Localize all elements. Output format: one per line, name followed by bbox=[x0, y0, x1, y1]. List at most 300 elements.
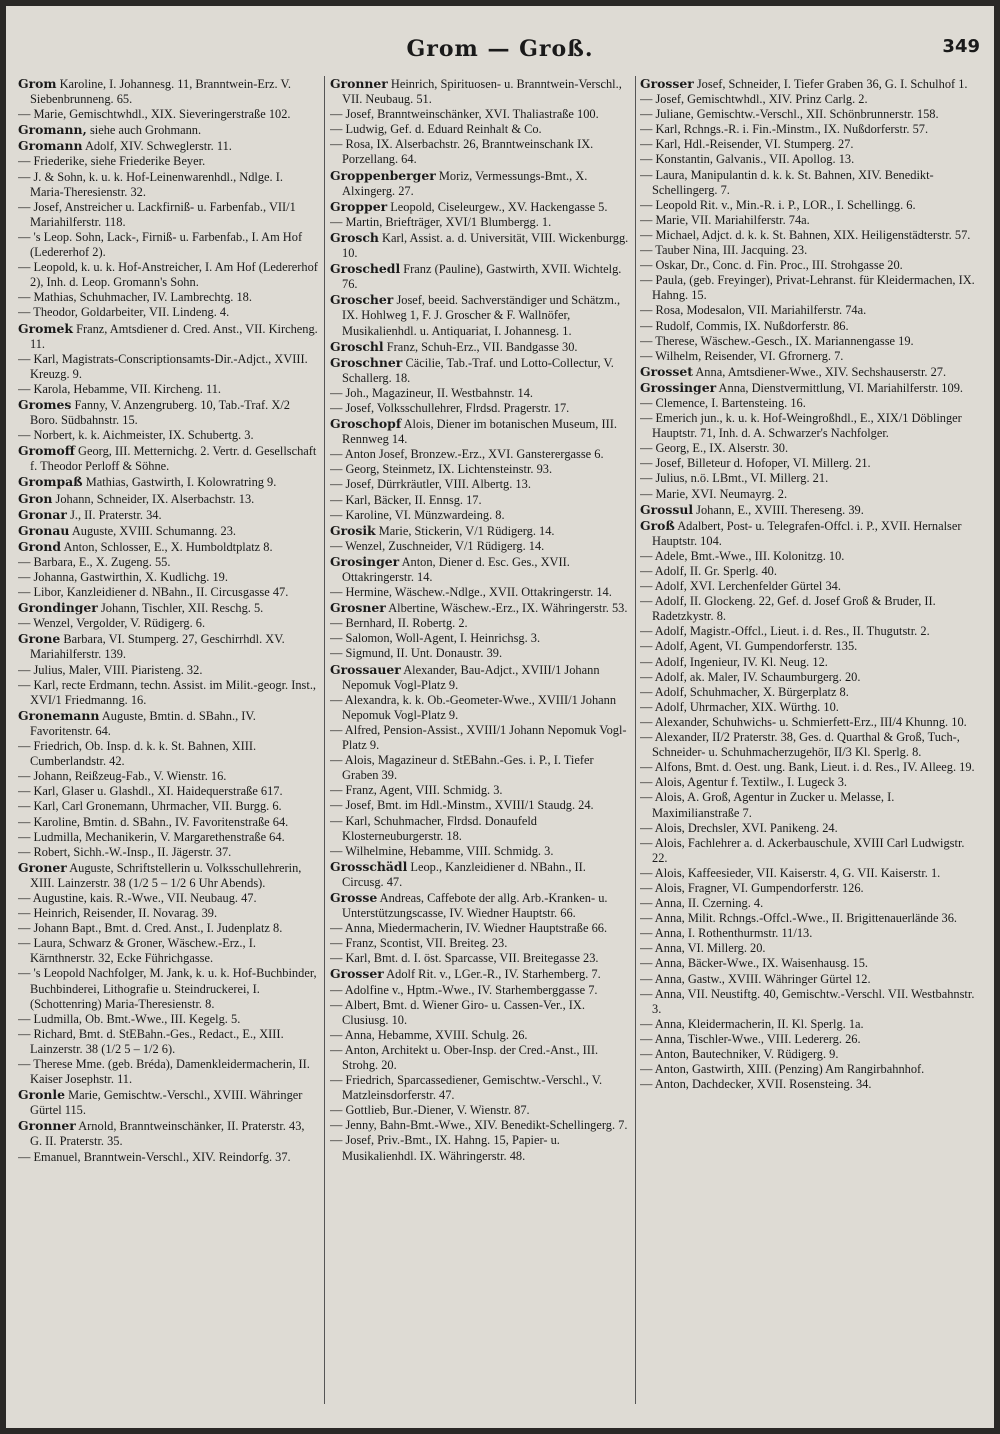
directory-entry bbox=[640, 334, 976, 349]
entry-details: — Bernhard, II. Robertg. 2. bbox=[330, 616, 468, 631]
directory-entry bbox=[18, 491, 318, 507]
entry-details: — Alexander, II/2 Praterstr. 38, Ges. d. Quarthal & Groß, Tuch-, Schneider- u. Schuhmacherzugehör, II/3 Kl. Sperlg. 8. bbox=[640, 730, 960, 760]
directory-entry bbox=[18, 600, 318, 616]
entry-details: — Laura, Manipulantin d. k. k. St. Bahnen, XIV. Benedikt-Schellingerg. 7. bbox=[640, 167, 934, 197]
entry-details: — Leopold Rit. v., Min.-R. i. P., LOR., I. Schellingg. 6. bbox=[640, 197, 916, 212]
directory-entry bbox=[640, 152, 976, 167]
entry-details: — Adolfine v., Hptm.-Wwe., IV. Starhemberggasse 7. bbox=[330, 982, 598, 997]
entry-details: Karl, Assist. a. d. Universität, VIII. Wickenburgg. 10. bbox=[342, 230, 629, 261]
entry-details: — Libor, Kanzleidiener d. NBahn., II. Circusgasse 47. bbox=[18, 585, 289, 600]
directory-entry bbox=[640, 319, 976, 334]
directory-entry bbox=[18, 122, 318, 138]
directory-entry bbox=[18, 860, 318, 891]
entry-details: — Friedrich, Ob. Insp. d. k. k. St. Bahnen, XIII. Cumberlandstr. 42. bbox=[18, 739, 257, 769]
directory-entry bbox=[640, 471, 976, 486]
entry-details: Moriz, Vermessungs-Bmt., X. Alxingerg. 27. bbox=[342, 168, 588, 198]
directory-entry bbox=[330, 859, 630, 890]
directory-entry bbox=[18, 585, 318, 600]
entry-details: — Alfred, Pension-Assist., XVIII/1 Johann Nepomuk Vogl-Platz 9. bbox=[330, 722, 627, 753]
directory-column-2 bbox=[330, 76, 630, 1406]
entry-details: — Anna, I. Rothenthurmstr. 11/13. bbox=[640, 926, 813, 941]
directory-entry bbox=[330, 1043, 630, 1073]
entry-details: — Adolf, Agent, VI. Gumpendorferstr. 135. bbox=[640, 639, 858, 654]
entry-details: — Anna, Tischler-Wwe., VIII. Ledererg. 26. bbox=[640, 1031, 861, 1046]
entry-surname: Grosser bbox=[640, 76, 694, 91]
entry-details: Leopold, Ciseleurgew., XV. Hackengasse 5. bbox=[390, 199, 608, 214]
entry-surname: Groß bbox=[640, 517, 675, 533]
directory-entry bbox=[640, 821, 976, 836]
entry-surname: Groschopf bbox=[330, 416, 402, 432]
entry-details: — Karola, Hebamme, VII. Kircheng. 11. bbox=[18, 381, 222, 396]
directory-entry bbox=[640, 624, 976, 639]
directory-entry bbox=[640, 564, 976, 579]
entry-surname: Groner bbox=[18, 859, 67, 875]
directory-entry bbox=[330, 76, 630, 107]
entry-surname: Grosch bbox=[330, 229, 379, 245]
entry-details: — Friederike, siehe Friederike Beyer. bbox=[18, 154, 206, 169]
directory-entry bbox=[330, 523, 630, 539]
page-number: 349 bbox=[942, 36, 980, 57]
entry-surname: Groschl bbox=[330, 338, 384, 354]
directory-entry bbox=[18, 443, 318, 474]
entry-details: — Alexandra, k. k. Ob.-Geometer-Wwe., XVIII/1 Johann Nepomuk Vogl-Platz 9. bbox=[330, 692, 617, 722]
entry-details: — Wenzel, Zuschneider, V/1 Rüdigerg. 14. bbox=[330, 538, 545, 553]
entry-details: — Adolf, ak. Maler, IV. Schaumburgerg. 20. bbox=[640, 669, 861, 684]
directory-entry bbox=[18, 906, 318, 921]
entry-details: — Alois, Kaffeesieder, VII. Kaiserstr. 4, G. VII. Kaiserstr. 1. bbox=[640, 865, 941, 880]
directory-entry bbox=[330, 921, 630, 936]
directory-entry bbox=[330, 844, 630, 859]
directory-entry bbox=[640, 926, 976, 941]
entry-details: Leop., Kanzleidiener d. NBahn., II. Circusg. 47. bbox=[342, 859, 586, 889]
directory-entry bbox=[330, 662, 630, 693]
directory-entry bbox=[330, 723, 630, 753]
entry-details: — Karoline, Bmtin. d. SBahn., IV. Favoritenstraße 64. bbox=[18, 814, 289, 829]
directory-entry bbox=[18, 631, 318, 662]
entry-details: — Therese Mme. (geb. Bréda), Damenkleidermacherin, II. Kaiser Josephstr. 11. bbox=[18, 1057, 310, 1087]
entry-surname: Grossul bbox=[640, 501, 694, 517]
directory-entry bbox=[330, 798, 630, 813]
directory-entry bbox=[640, 730, 976, 760]
entry-details: — Georg, E., IX. Alserstr. 30. bbox=[640, 441, 789, 456]
entry-details: — Juliane, Gemischtw.-Verschl., XII. Schönbrunnerstr. 158. bbox=[640, 107, 939, 122]
entry-surname: Grosser bbox=[330, 966, 384, 982]
directory-entry bbox=[330, 966, 630, 982]
entry-details: — Joh., Magazineur, II. Westbahnstr. 14. bbox=[330, 385, 534, 400]
entry-details: — Sigmund, II. Unt. Donaustr. 39. bbox=[330, 646, 503, 661]
entry-details: — Johann, Reißzeug-Fab., V. Wienstr. 16. bbox=[18, 769, 227, 784]
entry-details: — Alfons, Bmt. d. Oest. ung. Bank, Lieut. i. d. Res., IV. Alleeg. 19. bbox=[640, 760, 975, 775]
directory-entry bbox=[330, 1028, 630, 1043]
entry-surname: Grosse bbox=[330, 889, 378, 905]
entry-details: Alexander, Bau-Adjct., XVIII/1 Johann Nepomuk Vogl-Platz 9. bbox=[342, 662, 600, 692]
entry-details: — Heinrich, Reisender, II. Novarag. 39. bbox=[18, 906, 218, 921]
entry-details: — Karl, Magistrats-Conscriptionsamts-Dir.-Adjct., XVIII. Kreuzg. 9. bbox=[18, 351, 308, 381]
directory-entry bbox=[640, 243, 976, 258]
entry-details: — 's Leop. Sohn, Lack-, Firniß- u. Farbenfab., I. Am Hof (Ledererhof 2). bbox=[18, 229, 303, 260]
directory-entry bbox=[330, 261, 630, 292]
entry-details: — Adolf, II. Glockeng. 22, Gef. d. Josef Groß & Bruder, II. Radetzkystr. 8. bbox=[640, 594, 936, 624]
directory-entry bbox=[330, 890, 630, 921]
directory-entry bbox=[640, 1077, 976, 1092]
entry-details: — Anna, VI. Millerg. 20. bbox=[640, 941, 766, 956]
entry-details: — Augustine, kais. R.-Wwe., VII. Neubaug. 47. bbox=[18, 890, 257, 905]
entry-details: — Karl, Bmt. d. I. öst. Sparcasse, VII. Breitegasse 23. bbox=[330, 951, 599, 966]
entry-details: — Adolf, Magistr.-Offcl., Lieut. i. d. Res., II. Thugutstr. 2. bbox=[640, 624, 930, 639]
entry-details: — Anna, Miedermacherin, IV. Wiedner Hauptstraße 66. bbox=[330, 921, 608, 936]
directory-entry bbox=[330, 339, 630, 355]
directory-entry bbox=[18, 138, 318, 154]
entry-details: Franz (Pauline), Gastwirth, XVII. Wichtelg. 76. bbox=[342, 262, 622, 292]
directory-entry bbox=[640, 1017, 976, 1032]
directory-entry bbox=[18, 769, 318, 784]
directory-entry bbox=[640, 911, 976, 926]
entry-details: Georg, III. Metternichg. 2. Vertr. d. Gesellschaft f. Theodor Perloff & Söhne. bbox=[30, 444, 317, 474]
entry-details: — Oskar, Dr., Conc. d. Fin. Proc., III. Strohgasse 20. bbox=[640, 258, 903, 273]
entry-details: — Richard, Bmt. d. StEBahn.-Ges., Redact., E., XIII. Lainzerstr. 38 (1/2 5 – 1/2 6). bbox=[18, 1026, 284, 1056]
directory-entry bbox=[640, 790, 976, 820]
directory-entry bbox=[18, 784, 318, 799]
entry-details: — Adolf, II. Gr. Sperlg. 40. bbox=[640, 564, 777, 578]
directory-entry bbox=[640, 866, 976, 881]
directory-entry bbox=[330, 616, 630, 631]
entry-surname: Gron bbox=[18, 490, 53, 506]
entry-details: — Theodor, Goldarbeiter, VII. Lindeng. 4. bbox=[18, 305, 230, 320]
directory-entry bbox=[330, 1073, 630, 1103]
entry-surname: Gromann, bbox=[18, 122, 87, 138]
directory-entry bbox=[18, 570, 318, 585]
directory-entry bbox=[18, 154, 318, 169]
entry-details: — Julius, n.ö. LBmt., VI. Millerg. 21. bbox=[640, 471, 829, 486]
entry-details: Arnold, Branntweinschänker, II. Praterstr. 43, G. II. Praterstr. 35. bbox=[30, 1119, 305, 1149]
directory-entry bbox=[330, 292, 630, 338]
directory-entry bbox=[640, 655, 976, 670]
directory-entry bbox=[18, 1012, 318, 1027]
directory-entry bbox=[330, 386, 630, 401]
directory-entry bbox=[330, 753, 630, 783]
entry-details: Mathias, Gastwirth, I. Kolowratring 9. bbox=[85, 475, 277, 490]
directory-entry bbox=[640, 303, 976, 318]
directory-entry bbox=[640, 941, 976, 956]
entry-details: — Josef, Volksschullehrer, Flrdsd. Pragerstr. 17. bbox=[330, 400, 570, 415]
directory-entry bbox=[640, 137, 976, 152]
entry-details: — Josef, Anstreicher u. Lackfirniß- u. Farbenfab., VII/1 Mariahilferstr. 118. bbox=[18, 199, 296, 229]
directory-entry bbox=[330, 1118, 630, 1133]
directory-entry bbox=[640, 1047, 976, 1062]
entry-details: — Rosa, Modesalon, VII. Mariahilferstr. 74a. bbox=[640, 303, 867, 318]
directory-entry bbox=[18, 321, 318, 352]
entry-details: — Rosa, IX. Alserbachstr. 26, Branntweinschank IX. Porzellang. 64. bbox=[330, 137, 594, 167]
entry-details: — Alois, Magazineur d. StEBahn.-Ges. i. P., I. Tiefer Graben 39. bbox=[330, 753, 594, 783]
directory-entry bbox=[640, 987, 976, 1017]
entry-details: — Anton, Gastwirth, XIII. (Penzing) Am Rangirbahnhof. bbox=[640, 1062, 925, 1077]
directory-entry bbox=[18, 1150, 318, 1165]
entry-details: — Barbara, E., X. Zugeng. 55. bbox=[18, 554, 171, 569]
directory-entry bbox=[330, 631, 630, 646]
entry-details: — Karoline, VI. Münzwardeing. 8. bbox=[330, 507, 505, 522]
entry-details: — Adolf, Uhrmacher, XIX. Würthg. 10. bbox=[640, 699, 839, 714]
directory-entry bbox=[330, 137, 630, 167]
entry-surname: Grompaß bbox=[18, 474, 83, 490]
directory-entry bbox=[640, 456, 976, 471]
directory-entry bbox=[330, 646, 630, 661]
entry-details: — Marie, VII. Mariahilferstr. 74a. bbox=[640, 212, 810, 227]
entry-details: — Marie, Gemischtwhdl., XIX. Sieveringerstraße 102. bbox=[18, 107, 291, 122]
directory-entry bbox=[640, 700, 976, 715]
directory-entry bbox=[330, 693, 630, 723]
directory-entry bbox=[18, 921, 318, 936]
directory-column-3 bbox=[640, 76, 976, 1406]
entry-details: — Karl, Glaser u. Glashdl., XI. Haidequerstraße 617. bbox=[18, 784, 283, 799]
entry-details: — Hermine, Wäschew.-Ndlge., XVII. Ottakringerstr. 14. bbox=[330, 585, 612, 600]
entry-surname: Gromes bbox=[18, 396, 72, 412]
entry-details: — Paula, (geb. Freyinger), Privat-Lehranst. für Kleidermachen, IX. Hahng. 15. bbox=[640, 273, 975, 303]
directory-entry bbox=[640, 380, 976, 396]
entry-details: — Adele, Bmt.-Wwe., III. Kolonitzg. 10. bbox=[640, 548, 845, 563]
directory-entry bbox=[640, 198, 976, 213]
entry-details: Cäcilie, Tab.-Traf. und Lotto-Collectur, V. Schallerg. 18. bbox=[342, 355, 614, 385]
entry-details: J., II. Praterstr. 34. bbox=[70, 507, 162, 522]
directory-entry bbox=[640, 364, 976, 380]
directory-entry bbox=[18, 966, 318, 1011]
entry-details: — Josef, Dürrkräutler, VIII. Albertg. 13. bbox=[330, 477, 531, 492]
directory-entry bbox=[330, 447, 630, 462]
directory-entry bbox=[640, 1032, 976, 1047]
entry-details: — Franz, Agent, VIII. Schmidg. 3. bbox=[330, 783, 503, 798]
directory-entry bbox=[640, 441, 976, 456]
entry-details: — Josef, Bmt. im Hdl.-Minstm., XVIII/1 Staudg. 24. bbox=[330, 798, 594, 813]
entry-details: siehe auch Grohmann. bbox=[89, 123, 202, 138]
directory-entry bbox=[330, 554, 630, 585]
directory-entry bbox=[18, 76, 318, 107]
entry-details: — Julius, Maler, VIII. Piaristeng. 32. bbox=[18, 662, 203, 677]
entry-surname: Groscher bbox=[330, 292, 394, 308]
directory-entry bbox=[18, 397, 318, 428]
directory-column-1 bbox=[18, 76, 318, 1406]
entry-surname: Grosinger bbox=[330, 553, 400, 569]
entry-details: — Karl, Bäcker, II. Ennsg. 17. bbox=[330, 492, 482, 507]
directory-entry bbox=[18, 539, 318, 555]
entry-surname: Grossauer bbox=[330, 661, 401, 677]
directory-entry bbox=[330, 107, 630, 122]
directory-entry bbox=[330, 1133, 630, 1163]
entry-details: — Anton, Dachdecker, XVII. Rosensteing. 34. bbox=[640, 1077, 872, 1092]
entry-details: — Karl, Hdl.-Reisender, VI. Stumperg. 27. bbox=[640, 137, 854, 152]
directory-entry bbox=[18, 1027, 318, 1057]
directory-entry bbox=[640, 670, 976, 685]
directory-entry bbox=[18, 830, 318, 845]
entry-surname: Grosset bbox=[640, 363, 693, 379]
directory-entry bbox=[640, 1062, 976, 1077]
directory-entry bbox=[18, 170, 318, 200]
entry-surname: Gronner bbox=[330, 76, 388, 91]
entry-details: Adolf, XIV. Schweglerstr. 11. bbox=[84, 139, 232, 154]
directory-entry bbox=[640, 594, 976, 624]
entry-surname: Groppenberger bbox=[330, 167, 436, 183]
directory-entry bbox=[640, 487, 976, 502]
directory-entry bbox=[18, 474, 318, 490]
entry-details: Karoline, I. Johannesg. 11, Branntwein-Erz. V. Siebenbrunneng. 65. bbox=[30, 77, 291, 107]
directory-entry bbox=[330, 477, 630, 492]
entry-details: — Rudolf, Commis, IX. Nußdorferstr. 86. bbox=[640, 318, 849, 333]
directory-entry bbox=[640, 956, 976, 971]
entry-details: — 's Leopold Nachfolger, M. Jank, k. u. k. Hof-Buchbinder, Buchbinderei, Lithografie u. Steindruckerei, I. (Schottenring) Maria-Theresienstr. 8. bbox=[18, 966, 317, 1011]
entry-details: — Jenny, Bahn-Bmt.-Wwe., XIV. Benedikt-Schellingerg. 7. bbox=[330, 1118, 628, 1133]
entry-details: — Konstantin, Galvanis., VII. Apollog. 13. bbox=[640, 152, 855, 167]
entry-details: — Mathias, Schuhmacher, IV. Lambrechtg. 18. bbox=[18, 290, 252, 305]
directory-entry bbox=[330, 508, 630, 523]
entry-details: — Anna, Milit. Rchngs.-Offcl.-Wwe., II. Brigittenauerlände 36. bbox=[640, 911, 958, 926]
entry-details: — Emerich jun., k. u. k. Hof-Weingroßhdl., E., XIX/1 Döblinger Hauptstr. 71, Inh. d. A. Schwarzer's Nachfolger. bbox=[640, 411, 962, 441]
directory-entry bbox=[18, 523, 318, 539]
entry-details: — Anna, Gastw., XVIII. Währinger Gürtel 12. bbox=[640, 971, 871, 986]
entry-surname: Gronner bbox=[18, 1118, 76, 1134]
directory-entry bbox=[640, 549, 976, 564]
entry-surname: Gromoff bbox=[18, 443, 75, 459]
entry-surname: Grossinger bbox=[640, 379, 717, 395]
directory-entry bbox=[640, 258, 976, 273]
directory-entry bbox=[330, 814, 630, 844]
directory-entry bbox=[18, 1057, 318, 1087]
directory-entry bbox=[18, 936, 318, 966]
entry-details: Anton, Schlosser, E., X. Humboldtplatz 8. bbox=[63, 539, 273, 554]
entry-details: Auguste, Schriftstellerin u. Volksschullehrerin, XIII. Lainzerstr. 38 (1/2 5 – 1/2 6 Uhr Abends). bbox=[30, 860, 302, 890]
directory-entry bbox=[640, 122, 976, 137]
entry-details: Anna, Amtsdiener-Wwe., XIV. Sechshauserstr. 27. bbox=[695, 364, 947, 379]
entry-details: — Albert, Bmt. d. Wiener Giro- u. Cassen-Ver., IX. Clusiusg. 10. bbox=[330, 997, 585, 1027]
directory-entry bbox=[18, 260, 318, 290]
entry-details: Andreas, Caffebote der allg. Arb.-Kranken- u. Unterstützungscasse, IV. Wiedner Hauptstr. 66. bbox=[342, 890, 608, 921]
directory-entry bbox=[640, 107, 976, 122]
entry-details: — Alois, Drechsler, XVI. Panikeng. 24. bbox=[640, 820, 838, 835]
entry-details: — J. & Sohn, k. u. k. Hof-Leinenwarenhdl., Ndlge. I. Maria-Theresienstr. 32. bbox=[18, 169, 283, 199]
entry-surname: Grom bbox=[18, 76, 57, 91]
directory-entry bbox=[640, 228, 976, 243]
entry-details: — Johann Bapt., Bmt. d. Cred. Anst., I. Judenplatz 8. bbox=[18, 921, 283, 936]
entry-details: Anton, Diener d. Esc. Ges., XVII. Ottakringerstr. 14. bbox=[342, 554, 570, 584]
directory-entry bbox=[640, 579, 976, 594]
directory-entry bbox=[18, 290, 318, 305]
directory-entry bbox=[640, 92, 976, 107]
directory-entry bbox=[640, 715, 976, 730]
directory-entry bbox=[640, 836, 976, 866]
directory-entry bbox=[18, 616, 318, 631]
directory-entry bbox=[18, 428, 318, 443]
entry-details: — Friedrich, Sparcassediener, Gemischtw.-Verschl., V. Matzleinsdorferstr. 47. bbox=[330, 1073, 603, 1103]
entry-details: — Gottlieb, Bur.-Diener, V. Wienstr. 87. bbox=[330, 1103, 530, 1118]
directory-entry bbox=[640, 685, 976, 700]
entry-details: Johann, E., XVIII. Thereseng. 39. bbox=[696, 502, 864, 517]
entry-details: Josef, Schneider, I. Tiefer Graben 36, G. I. Schulhof 1. bbox=[696, 77, 968, 91]
entry-surname: Groschner bbox=[330, 354, 403, 370]
entry-surname: Grondinger bbox=[18, 600, 98, 616]
entry-details: — Alois, Fragner, VI. Gumpendorferstr. 126. bbox=[640, 880, 864, 895]
directory-entry bbox=[18, 230, 318, 260]
entry-details: — Josef, Priv.-Bmt., IX. Hahng. 15, Papier- u. Musikalienhdl. IX. Währingerstr. 48. bbox=[330, 1133, 560, 1163]
directory-entry bbox=[330, 122, 630, 137]
entry-details: — Emanuel, Branntwein-Verschl., XIV. Reindorfg. 37. bbox=[18, 1149, 291, 1164]
entry-details: — Anton Josef, Bronzew.-Erz., XVI. Gansterergasse 6. bbox=[330, 447, 604, 462]
entry-surname: Grond bbox=[18, 538, 62, 554]
entry-details: Josef, beeid. Sachverständiger und Schätzm., IX. Hohlweg 1, F. J. Groscher & F. Wallnöfer, Musikalienhdl. u. Antiquariat, I. Johannesg. 1. bbox=[342, 293, 621, 338]
entry-details: — Adolf, Ingenieur, IV. Kl. Neug. 12. bbox=[640, 654, 828, 669]
directory-entry bbox=[18, 107, 318, 122]
entry-details: — Anna, Hebamme, XVIII. Schulg. 26. bbox=[330, 1027, 528, 1042]
directory-entry bbox=[18, 352, 318, 382]
directory-entry bbox=[330, 936, 630, 951]
entry-details: Marie, Stickerin, V/1 Rüdigerg. 14. bbox=[378, 523, 555, 538]
entry-details: — Wenzel, Vergolder, V. Rüdigerg. 6. bbox=[18, 616, 206, 631]
directory-entry bbox=[330, 462, 630, 477]
directory-entry bbox=[640, 502, 976, 518]
entry-details: — Anton, Architekt u. Ober-Insp. der Cred.-Anst., III. Strohg. 20. bbox=[330, 1042, 599, 1072]
column-rule bbox=[324, 76, 325, 1404]
entry-details: Adolf Rit. v., LGer.-R., IV. Starhemberg. 7. bbox=[386, 967, 601, 982]
entry-details: — Anna, II. Czerning. 4. bbox=[640, 896, 764, 911]
directory-entry bbox=[330, 539, 630, 554]
directory-entry bbox=[18, 845, 318, 860]
directory-entry bbox=[640, 273, 976, 303]
entry-details: — Michael, Adjct. d. k. k. St. Bahnen, XIX. Heiligenstädterstr. 57. bbox=[640, 227, 971, 242]
directory-entry bbox=[330, 401, 630, 416]
entry-details: — Alois, Agentur f. Textilw., I. Lugeck 3. bbox=[640, 775, 847, 790]
entry-details: — Laura, Schwarz & Groner, Wäschew.-Erz., I. Kärnthnerstr. 32, Ecke Führichgasse. bbox=[18, 936, 256, 966]
entry-details: — Robert, Sichh.-W.-Insp., II. Jägerstr. 37. bbox=[18, 844, 232, 859]
entry-surname: Gronar bbox=[18, 506, 67, 522]
entry-surname: Grosschädl bbox=[330, 858, 408, 874]
directory-entry bbox=[640, 972, 976, 987]
entry-details: Anna, Dienstvermittlung, VI. Mariahilferstr. 109. bbox=[718, 380, 963, 395]
entry-details: — Adolf, Schuhmacher, X. Bürgerplatz 8. bbox=[640, 684, 849, 699]
entry-details: — Therese, Wäschew.-Gesch., IX. Mariannengasse 19. bbox=[640, 333, 914, 348]
directory-entry bbox=[640, 349, 976, 364]
entry-surname: Gromek bbox=[18, 320, 73, 336]
directory-entry bbox=[18, 739, 318, 769]
directory-entry bbox=[18, 382, 318, 397]
entry-details: — Johanna, Gastwirthin, X. Kudlichg. 19. bbox=[18, 570, 228, 584]
entry-details: — Josef, Billeteur d. Hofoper, VI. Millerg. 21. bbox=[640, 456, 871, 471]
directory-entry bbox=[640, 168, 976, 198]
directory-entry bbox=[330, 215, 630, 230]
directory-entry bbox=[640, 760, 976, 775]
entry-details: Barbara, VI. Stumperg. 27, Geschirrhdl. XV. Mariahilferstr. 139. bbox=[30, 632, 285, 662]
directory-entry bbox=[330, 1103, 630, 1118]
entry-surname: Groschedl bbox=[330, 261, 401, 277]
directory-entry bbox=[18, 305, 318, 320]
entry-details: Heinrich, Spirituosen- u. Branntwein-Verschl., VII. Neubaug. 51. bbox=[342, 77, 622, 107]
directory-page bbox=[6, 6, 994, 1428]
entry-details: — Karl, Schuhmacher, Flrdsd. Donaufeld Klosterneuburgerstr. 18. bbox=[330, 813, 537, 843]
entry-details: Marie, Gemischtw.-Verschl., XVIII. Währinger Gürtel 115. bbox=[30, 1088, 303, 1118]
directory-entry bbox=[18, 663, 318, 678]
directory-entry bbox=[330, 416, 630, 447]
directory-entry bbox=[330, 199, 630, 215]
entry-details: — Alexander, Schuhwichs- u. Schmierfett-Erz., III/4 Khunng. 10. bbox=[640, 714, 967, 729]
entry-details: — Karl, Carl Gronemann, Uhrmacher, VII. Burgg. 6. bbox=[18, 799, 282, 814]
entry-details: — Ludwig, Gef. d. Eduard Reinhalt & Co. bbox=[330, 122, 542, 137]
directory-entry bbox=[330, 600, 630, 616]
entry-details: — Alois, Fachlehrer a. d. Ackerbauschule, XVIII Carl Ludwigstr. 22. bbox=[640, 835, 965, 865]
entry-details: Johann, Schneider, IX. Alserbachstr. 13. bbox=[55, 491, 255, 506]
entry-details: — Martin, Briefträger, XVI/1 Blumbergg. 1. bbox=[330, 214, 552, 229]
directory-entry bbox=[640, 396, 976, 411]
directory-entry bbox=[640, 775, 976, 790]
directory-entry bbox=[18, 1118, 318, 1149]
directory-entry bbox=[330, 983, 630, 998]
directory-entry bbox=[18, 815, 318, 830]
directory-entry bbox=[18, 708, 318, 739]
entry-details: Johann, Tischler, XII. Reschg. 5. bbox=[100, 601, 264, 616]
